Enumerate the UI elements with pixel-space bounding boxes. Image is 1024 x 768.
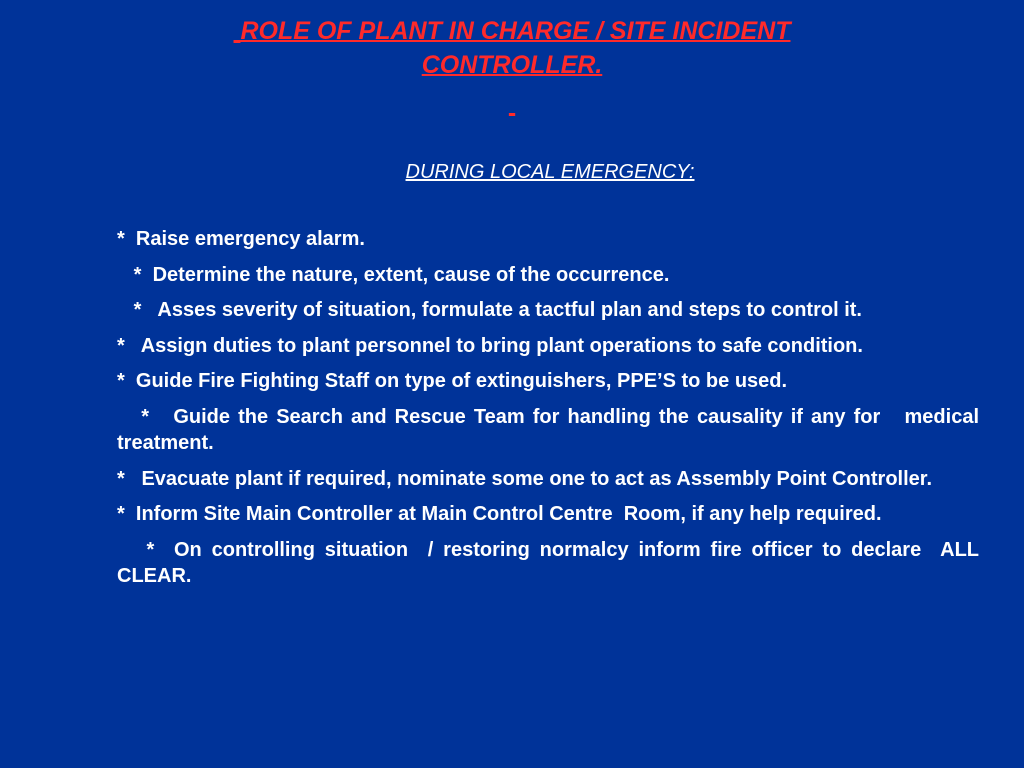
bullet-item-guide-fire-fighting <box>117 368 979 395</box>
bullet-text: * Assign duties to plant personnel to bring plant operations to safe condition. <box>117 334 863 357</box>
section-subheading: DURING LOCAL EMERGENCY: <box>405 161 695 183</box>
bullet-text: * Determine the nature, extent, cause of the occurrence. <box>117 263 670 286</box>
title-line-2: CONTROLLER. <box>421 51 603 79</box>
bullet-text: * Raise emergency alarm. <box>117 228 365 250</box>
bullet-text: * Guide the Search and Rescue Team for handling the causality if any for medical treatment. <box>117 405 985 454</box>
bullet-item-raise-alarm <box>117 226 979 253</box>
bullet-text: * Asses severity of situation, formulate a tactful plan and steps to control it. <box>117 299 862 321</box>
title-line-1: ROLE OF PLANT IN CHARGE / SITE INCIDENT <box>240 17 791 45</box>
bullet-text: * Guide Fire Fighting Staff on type of extinguishers, PPE’S to be used. <box>117 370 788 392</box>
bullet-text: * On controlling situation / restoring normalcy inform fire officer to declare ALL CLEAR. <box>117 538 985 587</box>
title-dash: - <box>507 99 517 127</box>
bullet-text: * Inform Site Main Controller at Main Control Centre Room, if any help required. <box>117 503 882 525</box>
bullet-item-assign-duties <box>117 333 979 360</box>
slide-title <box>140 14 884 82</box>
bullet-item-declare-all-clear <box>117 537 985 590</box>
bullet-item-inform-controller <box>117 501 979 528</box>
bullet-item-guide-search-rescue <box>117 404 985 457</box>
bullet-item-determine-nature <box>117 262 979 289</box>
bullet-item-assess-severity <box>117 297 979 324</box>
bullet-text: * Evacuate plant if required, nominate some one to act as Assembly Point Controller. <box>117 467 933 490</box>
bullet-list <box>117 226 985 599</box>
bullet-item-evacuate-plant <box>117 466 979 493</box>
